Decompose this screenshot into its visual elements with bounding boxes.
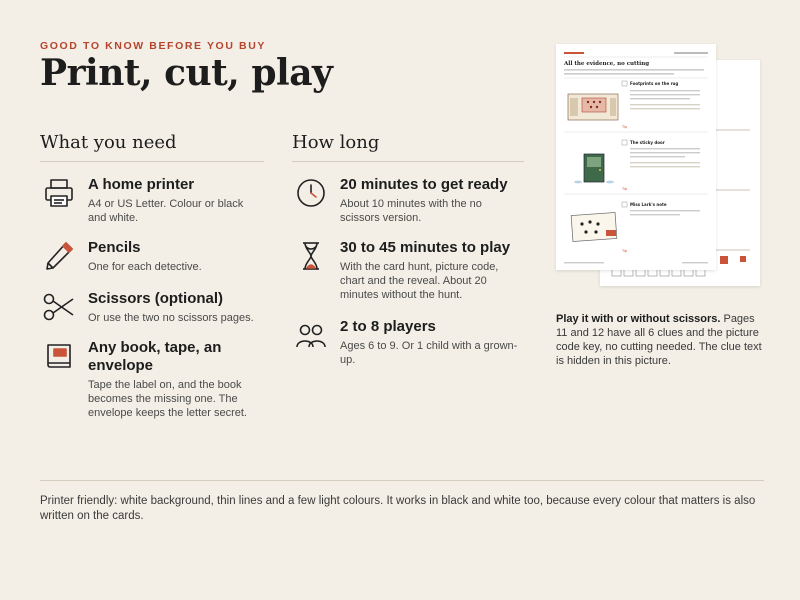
caption-bold: Play it with or without scissors. xyxy=(556,313,721,325)
need-item-printer xyxy=(40,176,264,225)
need-item-title: Pencils xyxy=(88,239,141,256)
svg-text:Tip: Tip xyxy=(622,249,628,253)
time-item-text: Ages 6 to 9. Or 1 child with a grown-up. xyxy=(340,340,518,366)
clock-icon xyxy=(294,176,328,210)
preview-clue-1: Footprints on the rug xyxy=(630,81,679,86)
preview-clue-2: The sticky door xyxy=(630,140,665,145)
need-item-title: A home printer xyxy=(88,176,195,193)
time-item-title: 2 to 8 players xyxy=(340,318,436,335)
printer-friendly-note: Printer friendly: white background, thin lines and a few light colours. It works in black and white too, because every colour that matters is also written on the cards. xyxy=(40,495,756,522)
svg-text:Tip: Tip xyxy=(622,125,628,129)
hourglass-icon xyxy=(294,239,328,273)
time-item-players xyxy=(292,318,524,367)
preview-caption xyxy=(556,312,766,368)
divider xyxy=(40,480,764,481)
time-item-text: With the card hunt, picture code, chart and the reveal. About 20 minutes without the hunt. xyxy=(340,261,499,301)
eyebrow-label: GOOD TO KNOW BEFORE YOU BUY xyxy=(40,40,266,52)
printer-icon xyxy=(42,176,76,210)
scissors-icon xyxy=(42,290,76,324)
people-icon xyxy=(294,318,328,352)
need-item-text: Or use the two no scissors pages. xyxy=(88,312,254,324)
what-you-need-heading: What you need xyxy=(40,132,264,162)
time-item-ready xyxy=(292,176,524,225)
need-item-book xyxy=(40,339,264,420)
need-item-text: A4 or US Letter. Colour or black and white. xyxy=(88,198,244,224)
how-long-heading: How long xyxy=(292,132,524,162)
page-title: Print, cut, play xyxy=(40,52,333,94)
need-item-pencils xyxy=(40,239,264,274)
time-item-play xyxy=(292,239,524,302)
need-item-text: One for each detective. xyxy=(88,261,202,273)
preview-page-title: All the evidence, no cutting xyxy=(564,61,650,67)
what-you-need-section xyxy=(40,132,264,420)
svg-text:Tip: Tip xyxy=(622,187,628,191)
how-long-section xyxy=(292,132,524,367)
time-item-title: 30 to 45 minutes to play xyxy=(340,239,511,256)
caption-text: Pages 11 and 12 have all 6 clues and the picture code key, no cutting needed. The clue text is hidden in this picture. xyxy=(556,313,762,367)
preview-page-front xyxy=(556,44,716,270)
need-item-text: Tape the label on, and the book becomes the missing one. The envelope keeps the letter secret. xyxy=(88,379,247,419)
need-item-scissors xyxy=(40,290,264,325)
need-item-title: Scissors (optional) xyxy=(88,290,224,307)
pencil-icon xyxy=(42,239,76,273)
preview-clue-3: Miss Lark's note xyxy=(630,202,667,207)
need-item-title: Any book, tape, an envelope xyxy=(88,339,222,374)
worksheet-preview xyxy=(556,44,762,288)
time-item-text: About 10 minutes with the no scissors version. xyxy=(340,198,482,224)
time-item-title: 20 minutes to get ready xyxy=(340,176,508,193)
book-icon xyxy=(42,339,76,373)
